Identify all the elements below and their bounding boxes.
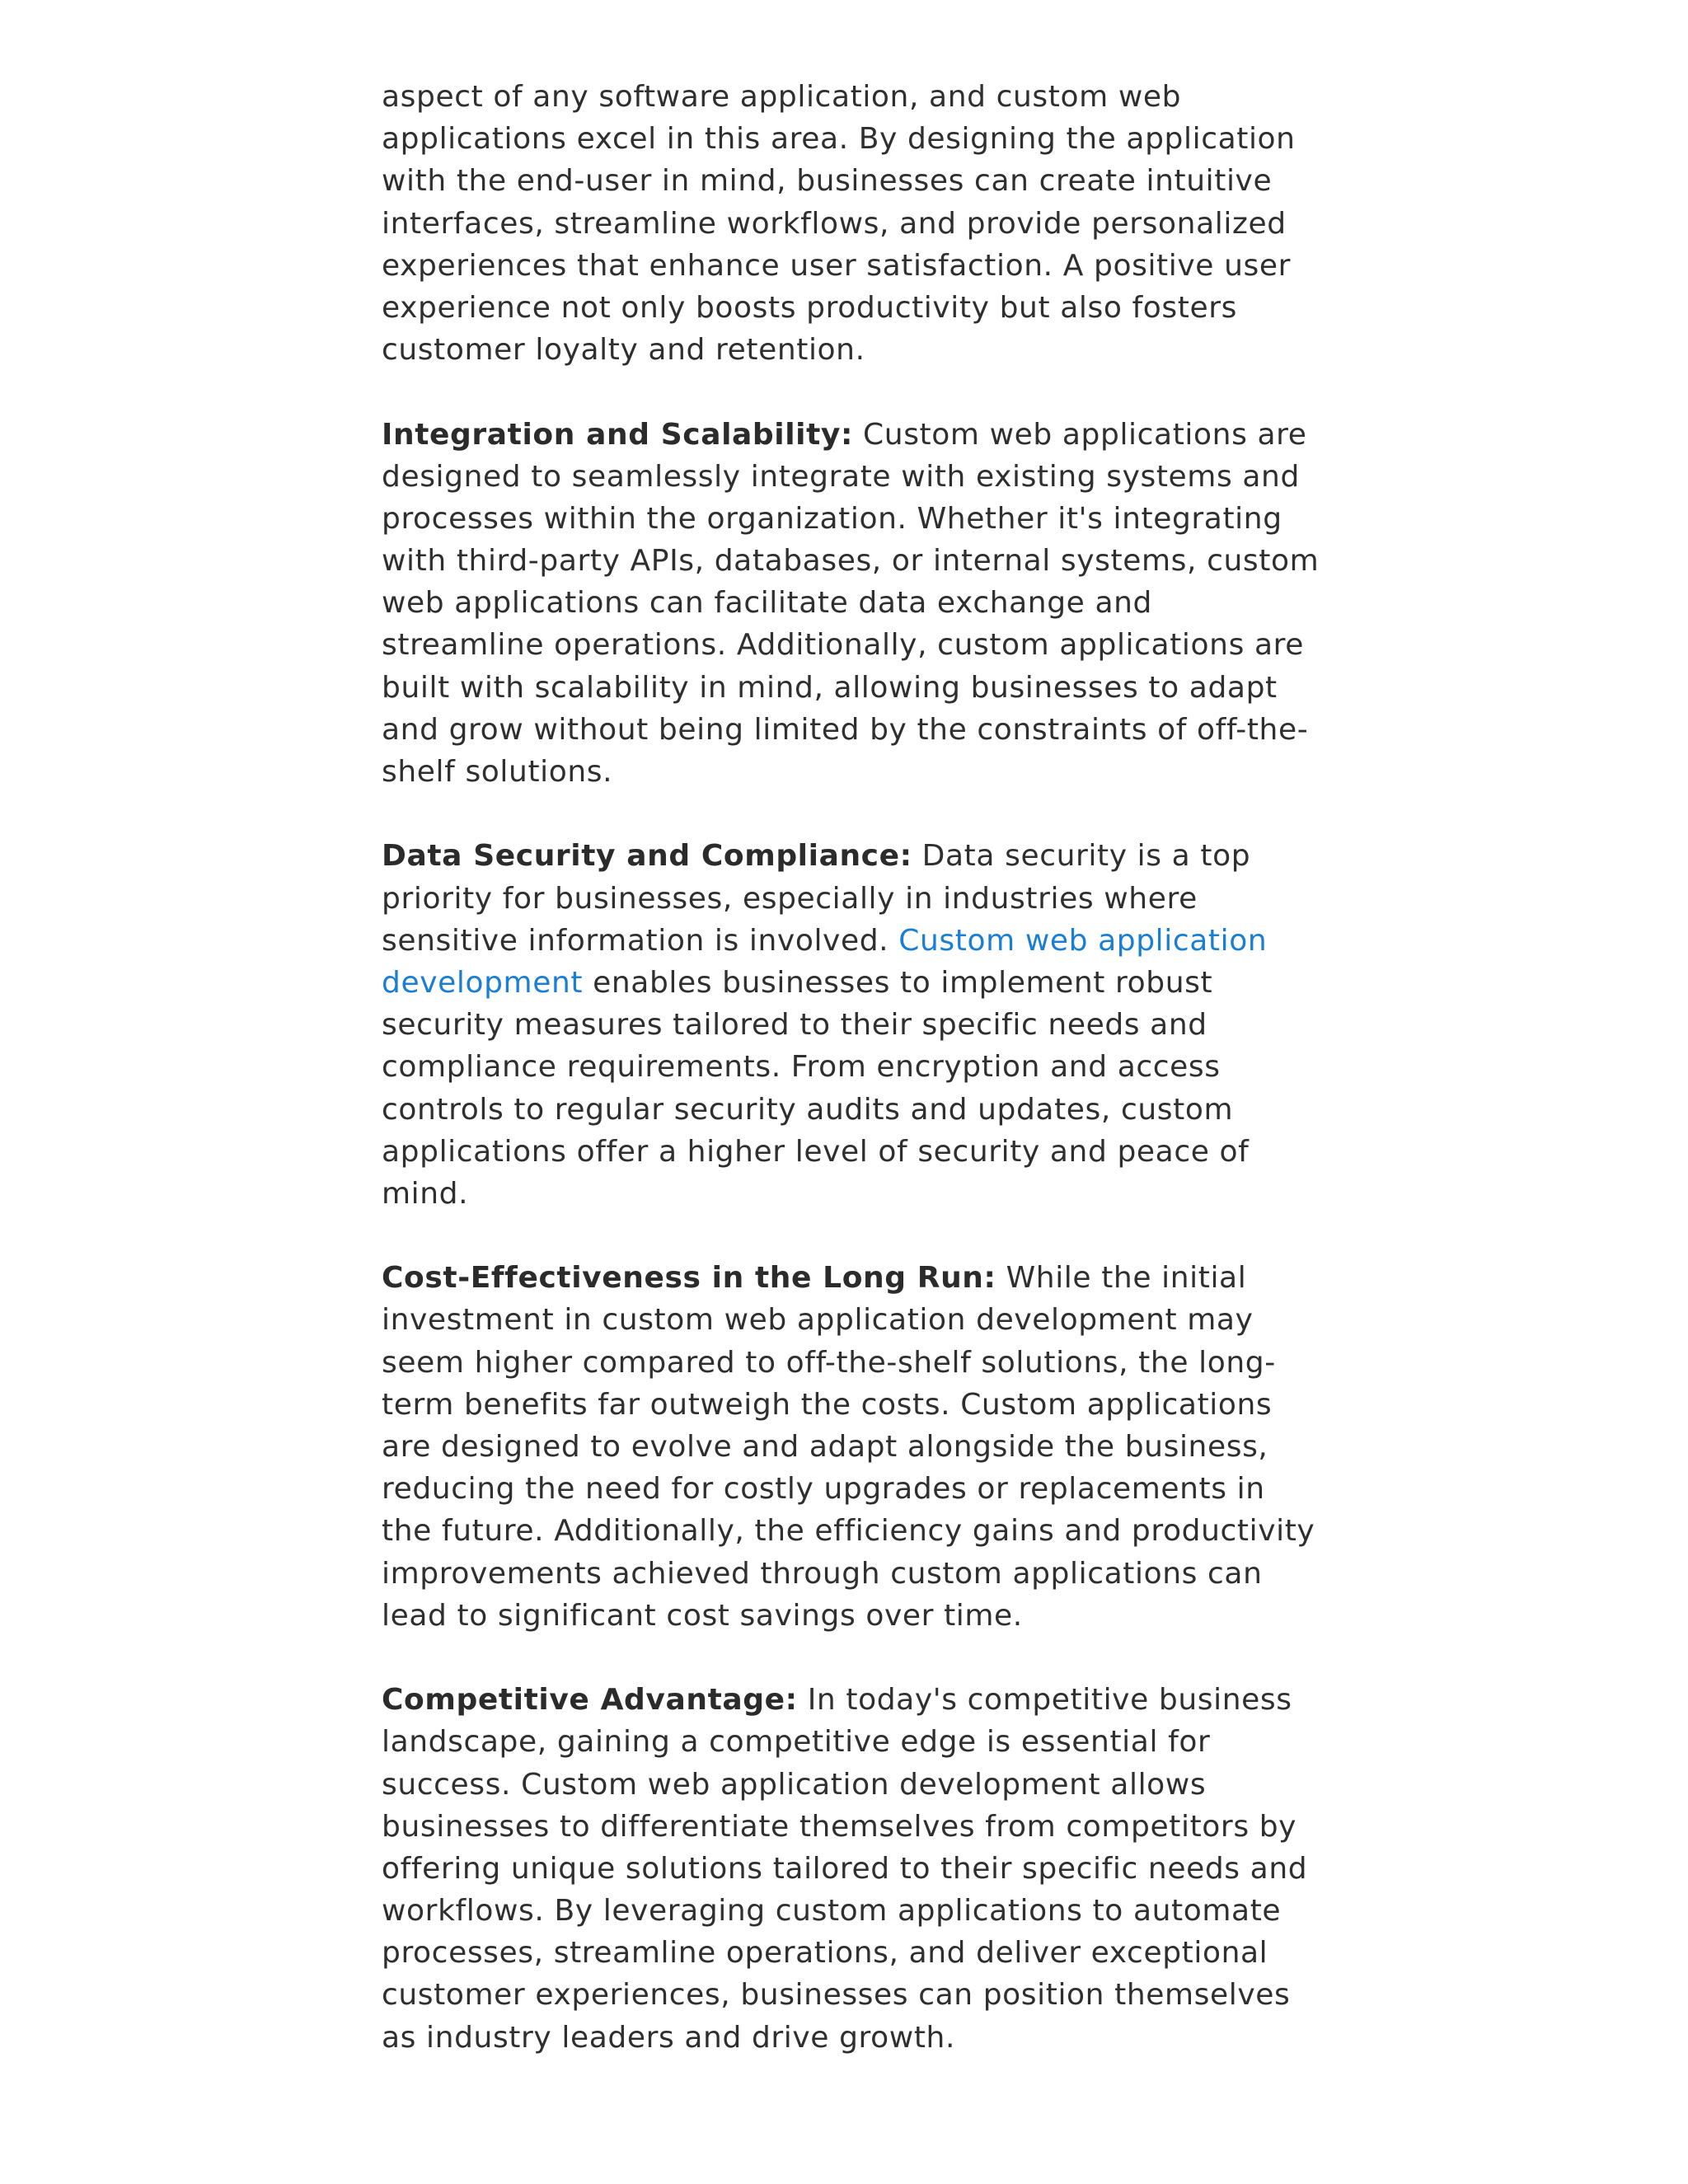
custom-web-app-dev-link[interactable]: development [382,965,584,1000]
text-line: landscape, gaining a competitive edge is essential for [382,1725,1211,1760]
paragraph-data-security [382,835,1309,1215]
text-line: built with scalability in mind, allowing businesses to adapt [382,670,1278,705]
text-line: with third-party APIs, databases, or internal systems, custom [382,544,1320,579]
text-line: as industry leaders and drive growth. [382,2020,956,2055]
text-line: success. Custom web application development allows [382,1767,1207,1802]
text-line: applications offer a higher level of security and peace of [382,1134,1250,1169]
text-line: investment in custom web application development may [382,1303,1254,1338]
text-line: processes, streamline operations, and deliver exceptional [382,1936,1268,1971]
text-line: processes within the organization. Whether it's integrating [382,501,1282,536]
text-line: streamline operations. Additionally, custom applications are [382,628,1304,663]
text-line [382,1679,1309,1721]
text-line: experience not only boosts productivity but also fosters [382,290,1237,325]
text-line: and grow without being limited by the constraints of off-the- [382,712,1309,747]
article-body [382,76,1320,2101]
text-line: lead to significant cost savings over time. [382,1598,1023,1633]
text-line: term benefits far outweigh the costs. Custom applications [382,1387,1273,1422]
text-line: mind. [382,1176,469,1211]
text-line: aspect of any software application, and custom web [382,80,1182,114]
paragraph-cost-effectiveness [382,1257,1315,1637]
text-line: with the end-user in mind, businesses can create intuitive [382,164,1273,199]
text-line: controls to regular security audits and updates, custom [382,1092,1234,1127]
section-heading: Integration and Scalability: [382,417,853,452]
text-line: applications excel in this area. By designing the application [382,122,1296,157]
text-line: customer experiences, businesses can position themselves [382,1978,1291,2013]
text-fragment: enables businesses to implement robust [583,965,1213,1000]
text-line: are designed to evolve and adapt alongside the business, [382,1430,1268,1464]
text-line [382,1257,1309,1299]
text-fragment: sensitive information is involved. [382,923,899,958]
text-line: seem higher compared to off-the-shelf solutions, the long- [382,1345,1276,1380]
text-line: security measures tailored to their specific needs and [382,1008,1207,1043]
text-line: designed to seamlessly integrate with existing systems and [382,459,1300,494]
text-fragment: Data security is a top [912,839,1251,874]
text-line: shelf solutions. [382,755,613,789]
section-heading: Cost-Effectiveness in the Long Run: [382,1261,996,1296]
text-line [382,835,1309,877]
section-heading: Competitive Advantage: [382,1683,798,1718]
text-line [382,414,1309,456]
text-line: workflows. By leveraging custom applications to automate [382,1894,1282,1929]
text-line: interfaces, streamline workflows, and provide personalized [382,206,1287,241]
paragraph-integration-scalability [382,414,1320,794]
custom-web-app-dev-link[interactable]: Custom web application [898,923,1268,958]
text-fragment: Custom web applications are [853,417,1307,452]
text-fragment: In today's competitive business [797,1683,1292,1718]
text-line: improvements achieved through custom applications can [382,1556,1263,1591]
text-fragment: While the initial [996,1261,1247,1296]
text-line: compliance requirements. From encryption and access [382,1050,1221,1085]
text-line: businesses to differentiate themselves from competitors by [382,1809,1297,1844]
text-line: priority for businesses, especially in industries where [382,881,1198,916]
text-line: customer loyalty and retention. [382,333,865,368]
paragraph-user-experience [382,76,1309,371]
text-line: offering unique solutions tailored to their specific needs and [382,1851,1308,1886]
text-line [382,920,1309,962]
text-line: the future. Additionally, the efficiency gains and productivity [382,1514,1315,1549]
text-line: experiences that enhance user satisfaction. A positive user [382,248,1291,283]
text-line [382,962,1309,1004]
text-line: reducing the need for costly upgrades or replacements in [382,1472,1265,1507]
section-heading: Data Security and Compliance: [382,839,912,874]
text-line: web applications can facilitate data exchange and [382,586,1152,621]
paragraph-competitive-advantage [382,1679,1309,2059]
